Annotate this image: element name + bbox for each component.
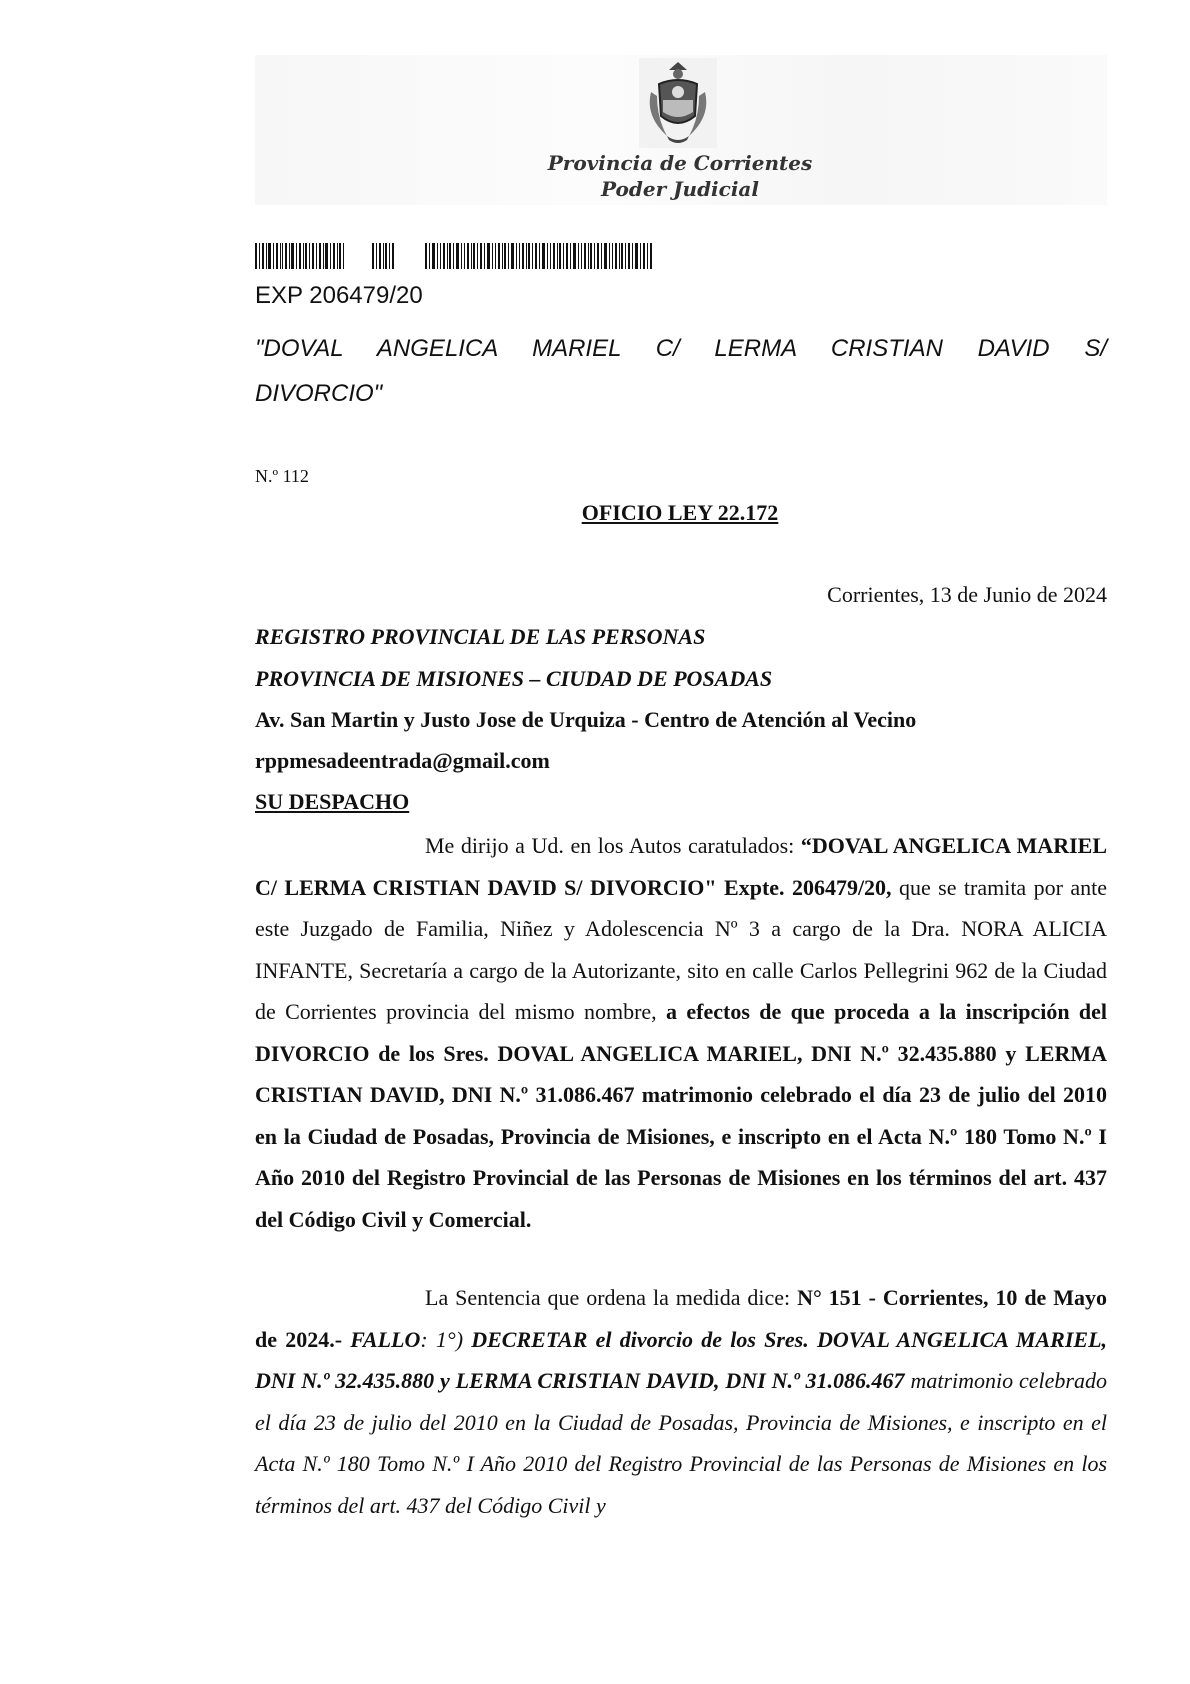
p1-intro: Me dirijo a Ud. en los Autos caratulados: (425, 833, 801, 858)
p1-court: que se tramita por ante este Juzgado de Familia, Niñez y Adolescencia Nº 3 a cargo de la Dra. NORA ALICIA INFANTE, Secretaría a cargo de la Autorizante, sito en calle Carlos Pellegrini 962 de la Ciudad de Corrientes provincia del mismo nombre, (255, 874, 1107, 1024)
coat-of-arms-icon (637, 56, 719, 150)
letterhead-text (455, 150, 905, 202)
p2-intro: La Sentencia que ordena la medida dice: (425, 1285, 798, 1310)
recipient-despacho: SU DESPACHO (255, 789, 410, 814)
oficio-number: N.º 112 (255, 466, 309, 486)
province-name: Provincia de Corrientes (547, 151, 813, 175)
barcode-icon (255, 243, 655, 269)
recipient-registry: REGISTRO PROVINCIAL DE LAS PERSONAS (255, 624, 706, 649)
recipient-province: PROVINCIA DE MISIONES – CIUDAD DE POSADAS (255, 666, 773, 691)
body-paragraph-2 (255, 1277, 1107, 1526)
judicial-branch: Poder Judicial (601, 177, 759, 201)
p2-sentence: N° 151 - Corrientes, 10 de Mayo de 2024.- (255, 1285, 1107, 1352)
p2-item: : 1°) (420, 1326, 472, 1352)
recipient-address: Av. San Martin y Justo Jose de Urquiza - Centro de Atención al Vecino (255, 707, 917, 732)
body-paragraph-1 (255, 825, 1107, 1240)
p2-details: matrimonio celebrado el día 23 de julio del 2010 en la Ciudad de Posadas, Provincia de Misiones, e inscripto en el Acta N.º 180 Tomo N.º I Año 2010 del Registro Provincial de las Personas de Misiones en los términos del art. 437 del Código Civil y (255, 1368, 1107, 1518)
expediente-number: EXP 206479/20 (255, 282, 423, 309)
oficio-date: Corrientes, 13 de Junio de 2024 (827, 582, 1107, 607)
case-title: "DOVAL ANGELICA MARIEL C/ LERMA CRISTIAN DAVID S/ DIVORCIO" (255, 335, 1107, 407)
p1-case: “DOVAL ANGELICA MARIEL C/ LERMA CRISTIAN DAVID S/ DIVORCIO" Expte. 206479/20, (255, 833, 1107, 900)
recipient-email: rppmesadeentrada@gmail.com (255, 748, 550, 773)
oficio-title: OFICIO LEY 22.172 (581, 500, 779, 525)
p1-request: a efectos de que proceda a la inscripción del DIVORCIO de los Sres. DOVAL ANGELICA MARIEL, DNI N.º 32.435.880 y LERMA CRISTIAN DAVID, DNI N.º 31.086.467 matrimonio celebrado el día 23 de julio del 2010 en la Ciudad de Posadas, Provincia de Misiones, e inscripto en el Acta N.º 180 Tomo N.º I Año 2010 del Registro Provincial de las Personas de Misiones en los términos del art. 437 del Código Civil y Comercial. (255, 999, 1108, 1232)
p2-decree: DECRETAR el divorcio de los Sres. DOVAL ANGELICA MARIEL, DNI N.º 32.435.880 y LERMA CRISTIAN DAVID, DNI N.º 31.086.467 (255, 1326, 1108, 1393)
p2-fallo: FALLO (350, 1326, 421, 1352)
